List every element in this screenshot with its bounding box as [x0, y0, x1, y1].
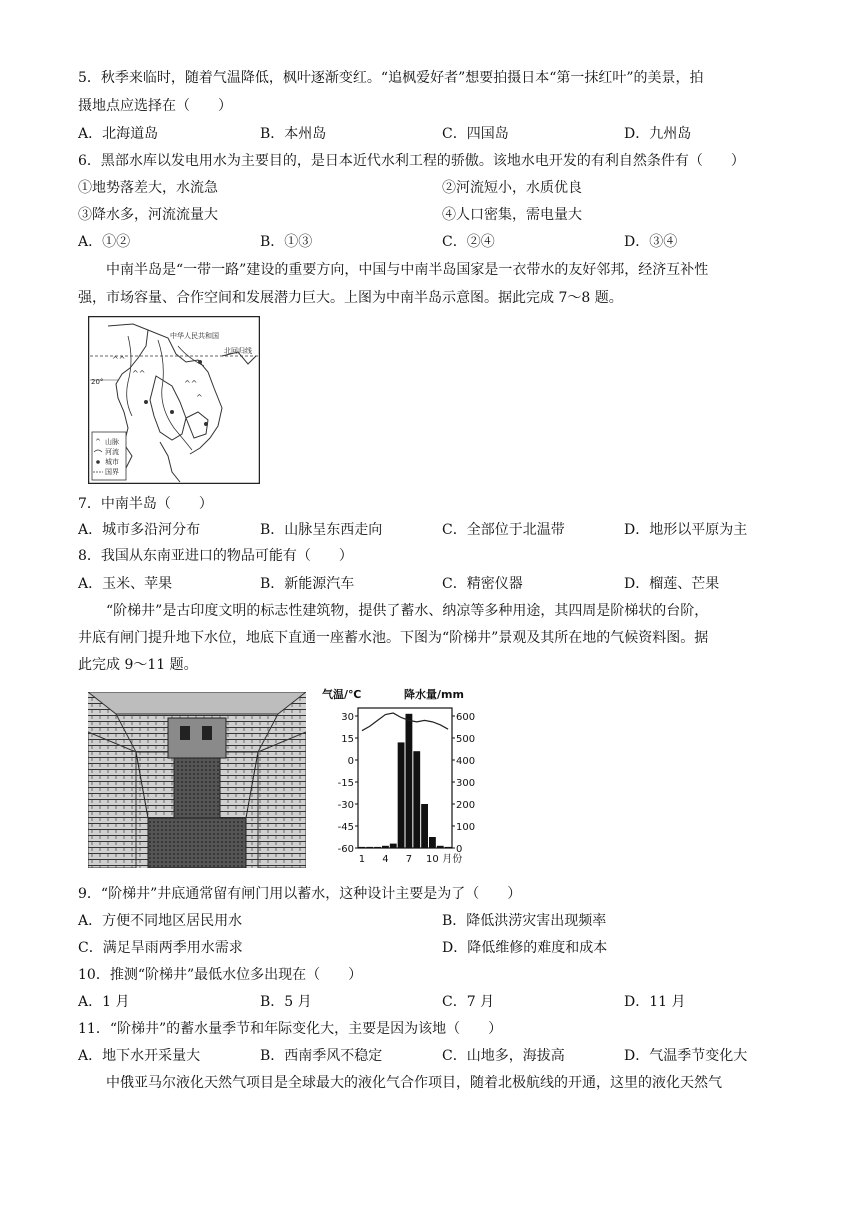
q11-stem: 11．“阶梯井”的蓄水量季节和年际变化大，主要是因为该地（ ）	[78, 1021, 503, 1037]
chart-frame	[358, 708, 452, 848]
q9-option-a: A．方便不同地区居民用水	[78, 913, 243, 929]
precipitation-bar	[398, 742, 405, 848]
svg-text:^^: ^^	[184, 379, 198, 388]
q5-option-c: C．四国岛	[442, 126, 509, 142]
q6-item-1: ①地势落差大，水流急	[78, 180, 218, 196]
q10-option-a: A．1 月	[78, 994, 130, 1010]
q5-option-d: D．九州岛	[624, 126, 692, 142]
q11-option-c: C．山地多，海拔高	[442, 1048, 565, 1064]
y-right-tick: 300	[456, 778, 476, 789]
y-left-tick: -60	[337, 844, 354, 855]
svg-text:^^: ^^	[132, 369, 146, 378]
map-tropic-label: 北回归线	[224, 347, 252, 355]
q7-option-a: A．城市多沿河分布	[78, 522, 201, 538]
indochina-map	[88, 316, 260, 484]
q8-option-d: D．榴莲、芒果	[624, 576, 720, 592]
q8-option-a: A．玉米、苹果	[78, 576, 173, 592]
q8-option-c: C．精密仪器	[442, 576, 523, 592]
map-legend-river: 河流	[105, 448, 119, 456]
passage-9-11-line2: 井底有闸门提升地下水位，地底下直通一座蓄水池。下图为“阶梯井”景观及其所在地的气候资料图。据	[78, 630, 709, 646]
passage-12-line1: 中俄亚马尔液化天然气项目是全球最大的液化气合作项目，随着北极航线的开通，这里的液化天然气	[106, 1075, 722, 1091]
precipitation-bar	[406, 714, 413, 848]
stepwell-photo	[88, 692, 306, 868]
passage-7-8-line1: 中南半岛是“一带一路”建设的重要方向，中国与中南半岛国家是一衣带水的友好邻邦，经济互补性	[106, 262, 709, 278]
y-left-label: 气温/℃	[322, 688, 362, 701]
map-latitude-label: 20°	[91, 378, 104, 386]
y-left-tick: 0	[347, 756, 354, 767]
y-right-tick: 400	[456, 756, 476, 767]
svg-text:^: ^	[196, 393, 203, 402]
y-left-tick: -15	[337, 778, 354, 789]
y-right-tick: 0	[456, 844, 463, 855]
passage-9-11-line1: “阶梯井”是古印度文明的标志性建筑物，提供了蓄水、纳凉等多种用途，其四周是阶梯状的台阶，	[106, 603, 709, 619]
x-tick: 10	[426, 854, 439, 865]
y-right-tick: 500	[456, 734, 476, 745]
q5-option-a: A．北海道岛	[78, 126, 159, 142]
y-left-tick: -30	[337, 800, 354, 811]
q5-stem-line2: 摄地点应选择在（ ）	[78, 98, 232, 114]
q6-option-a: A．①②	[78, 234, 131, 250]
q8-stem: 8．我国从东南亚进口的物品可能有（ ）	[78, 548, 353, 564]
q11-option-d: D．气温季节变化大	[624, 1048, 748, 1064]
precipitation-bar	[390, 844, 397, 848]
x-unit-label: 月份	[442, 854, 463, 865]
q6-option-b: B．①③	[260, 234, 313, 250]
q5-option-b: B．本州岛	[260, 126, 327, 142]
precipitation-bar	[429, 837, 436, 848]
y-right-tick: 100	[456, 822, 476, 833]
q10-option-b: B．5 月	[260, 994, 312, 1010]
q8-option-b: B．新能源汽车	[260, 576, 355, 592]
map-legend-city: 城市	[105, 458, 119, 466]
q5-stem-line1: 5．秋季来临时，随着气温降低，枫叶逐渐变红。“追枫爱好者”想要拍摄日本“第一抹红叶”的美景，拍	[78, 70, 704, 86]
y-left-tick: -45	[337, 822, 354, 833]
q11-option-b: B．西南季风不稳定	[260, 1048, 383, 1064]
q7-option-b: B．山脉呈东西走向	[260, 522, 383, 538]
q6-option-d: D．③④	[624, 234, 678, 250]
q9-option-c: C．满足旱雨两季用水需求	[78, 940, 243, 956]
q6-item-2: ②河流短小，水质优良	[442, 180, 582, 196]
y-right-tick: 200	[456, 800, 476, 811]
q7-option-c: C．全部位于北温带	[442, 522, 565, 538]
q9-stem: 9．“阶梯井”井底通常留有闸门用以蓄水，这种设计主要是为了（ ）	[78, 886, 522, 902]
q6-item-4: ④人口密集，需电量大	[442, 207, 582, 223]
q10-option-c: C．7 月	[442, 994, 495, 1010]
y-left-tick: 15	[341, 734, 354, 745]
q6-stem: 6．黑部水库以发电用水为主要目的，是日本近代水利工程的骄傲。该地水电开发的有利自然条件有（ ）	[78, 153, 745, 169]
passage-7-8-line2: 强，市场容量、合作空间和发展潜力巨大。上图为中南半岛示意图。据此完成 7～8 题。	[78, 290, 623, 306]
q10-option-d: D．11 月	[624, 994, 686, 1010]
map-country-label: 中华人民共和国	[170, 332, 219, 340]
y-right-tick: 600	[456, 712, 476, 723]
temperature-line	[362, 713, 448, 731]
q9-option-b: B．降低洪涝灾害出现频率	[442, 913, 607, 929]
x-tick: 1	[358, 854, 366, 865]
map-legend-border: 国界	[105, 468, 119, 476]
passage-9-11-line3: 此完成 9～11 题。	[78, 657, 198, 673]
q10-stem: 10．推测“阶梯井”最低水位多出现在（ ）	[78, 967, 363, 983]
svg-text:^: ^	[95, 438, 101, 446]
map-legend-mountain: 山脉	[105, 438, 119, 446]
svg-text:^^: ^^	[112, 355, 126, 364]
y-right-label: 降水量/mm	[404, 688, 464, 701]
climate-chart	[320, 686, 480, 870]
x-tick: 4	[382, 854, 389, 865]
q9-option-d: D．降低维修的难度和成本	[442, 940, 608, 956]
x-tick: 7	[405, 854, 413, 865]
q6-item-3: ③降水多，河流流量大	[78, 207, 218, 223]
precipitation-bar	[413, 751, 420, 848]
q7-stem: 7．中南半岛（ ）	[78, 496, 213, 512]
q11-option-a: A．地下水开采量大	[78, 1048, 201, 1064]
y-left-tick: 30	[341, 712, 354, 723]
q6-option-c: C．②④	[442, 234, 495, 250]
q7-option-d: D．地形以平原为主	[624, 522, 748, 538]
precipitation-bar	[421, 804, 428, 848]
